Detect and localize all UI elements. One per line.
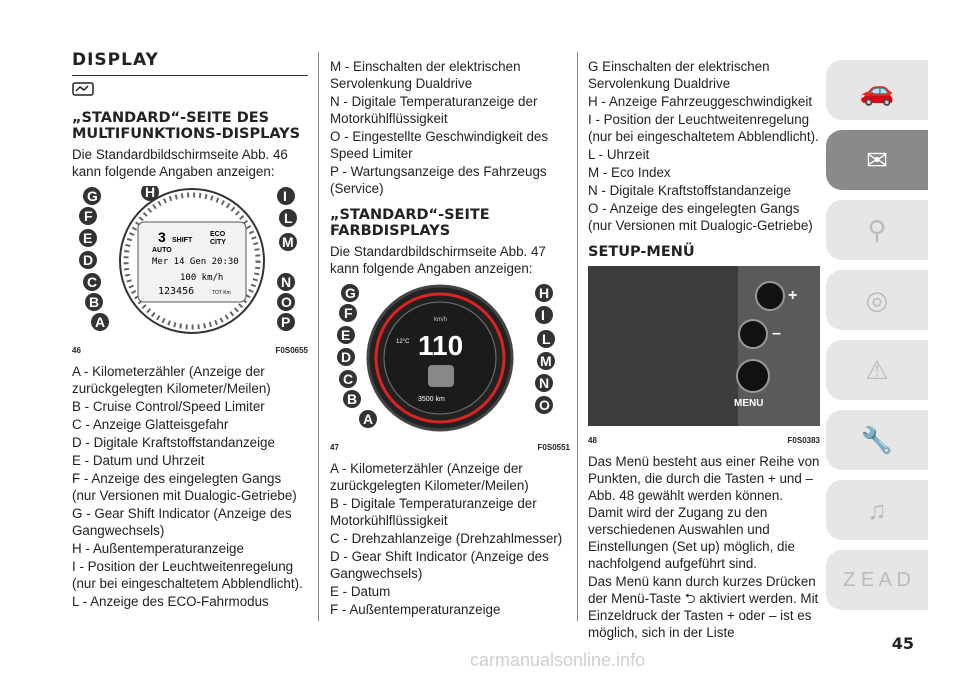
svg-text:110: 110 [418, 330, 464, 361]
figure-47 [330, 283, 570, 456]
svg-text:AUTO: AUTO [152, 247, 172, 254]
seatbelt-airbag-icon: ⚲ [867, 214, 887, 245]
svg-text:–: – [772, 325, 781, 342]
section-title: „STANDARD“-SEITE FARBDISPLAYS [330, 207, 490, 239]
svg-text:A: A [95, 314, 106, 330]
legend-item: D - Digitale Kraftstoffstandanzeige [72, 435, 275, 450]
svg-text:G: G [345, 285, 356, 301]
svg-text:L: L [542, 331, 551, 347]
svg-text:O: O [539, 397, 550, 413]
legend-item: H - Außentemperaturanzeige [72, 541, 244, 556]
tab-maintenance[interactable] [826, 410, 928, 470]
tab-driving[interactable] [826, 270, 928, 330]
tab-warning-lights[interactable] [826, 130, 928, 190]
svg-text:3500 km: 3500 km [418, 396, 445, 403]
legend-item: P - Wartungsanzeige des Fahrzeugs (Service) [330, 164, 547, 196]
svg-text:M: M [282, 234, 294, 250]
figure-number: 47 [330, 443, 339, 452]
car-info-icon: 🚗 [859, 74, 895, 106]
svg-text:B: B [89, 294, 100, 310]
legend-item: A - Kilometerzähler (Anzeige der zurückgelegten Kilometer/Meilen) [72, 364, 271, 396]
svg-text:E: E [341, 327, 351, 343]
svg-text:B: B [347, 391, 358, 407]
svg-text:TOT Km: TOT Km [212, 290, 231, 296]
steering-key-icon: ◎ [865, 284, 889, 315]
tab-multimedia[interactable] [826, 480, 928, 540]
column-2 [330, 58, 570, 619]
figure-code: F0S0383 [787, 436, 820, 445]
service-tools-icon: 🔧 [860, 424, 894, 455]
legend-item: M - Einschalten der elektrischen Servolenkung Dualdrive [330, 59, 521, 91]
legend-item: F - Außentemperaturanzeige [330, 602, 501, 617]
tab-safety[interactable] [826, 200, 928, 260]
column-divider [577, 52, 578, 621]
svg-text:CITY: CITY [210, 239, 226, 246]
svg-text:G: G [87, 188, 98, 204]
figure-code: F0S0655 [275, 346, 308, 355]
svg-text:N: N [281, 274, 292, 290]
figure-48 [588, 266, 820, 449]
svg-text:N: N [539, 375, 550, 391]
legend-item: B - Digitale Temperaturanzeige der Motorkühlflüssigkeit [330, 496, 537, 528]
svg-text:ECO: ECO [210, 231, 226, 238]
body-paragraph: Das Menü kann durch kurzes Drücken der Menü-Taste ⮌ aktiviert werden. Mit Einzeldruck der Tasten + oder – ist es möglich, sich in der Liste [588, 574, 819, 640]
svg-text:D: D [83, 252, 94, 268]
page-title: DISPLAY [72, 50, 159, 70]
svg-text:SHIFT: SHIFT [172, 237, 193, 244]
cluster-illustration [72, 186, 308, 336]
legend-item: E - Datum und Uhrzeit [72, 453, 205, 468]
legend-item: F - Anzeige des eingelegten Gangs (nur Versionen mit Dualogic-Getriebe) [72, 471, 297, 503]
menu-buttons-illustration [588, 266, 820, 426]
section-title: „STANDARD“-SEITE DES MULTIFUNKTIONS-DISPLAYS [72, 110, 301, 142]
svg-text:L: L [284, 210, 293, 226]
intro-text: Die Standardbildschirmseite Abb. 46 kann folgende Angaben anzeigen: [72, 147, 288, 179]
legend-item: O - Anzeige des eingelegten Gangs (nur Versionen mit Dualogic-Getriebe) [588, 201, 813, 233]
display-icon [72, 82, 308, 100]
tab-index[interactable] [826, 550, 928, 610]
legend-item: N - Digitale Kraftstoffstandanzeige [588, 183, 791, 198]
watermark: carmanualsonline.info [470, 650, 646, 670]
svg-text:P: P [281, 314, 291, 330]
svg-text:A: A [363, 411, 374, 427]
legend-item: G - Gear Shift Indicator (Anzeige des Gangwechsels) [72, 506, 292, 538]
legend-item: B - Cruise Control/Speed Limiter [72, 399, 265, 414]
svg-text:+: + [788, 287, 798, 304]
legend-item: A - Kilometerzähler (Anzeige der zurückgelegten Kilometer/Meilen) [330, 461, 529, 493]
figure-code: F0S0551 [537, 443, 570, 452]
column-divider [318, 52, 319, 621]
legend-item: D - Gear Shift Indicator (Anzeige des Gangwechsels) [330, 549, 549, 581]
chapter-tabs [826, 60, 928, 620]
svg-text:I: I [541, 307, 545, 323]
svg-text:O: O [281, 294, 292, 310]
svg-text:Mer 14 Gen 20:30: Mer 14 Gen 20:30 [152, 257, 239, 267]
legend-item: L - Anzeige des ECO-Fahrmodus [72, 594, 269, 609]
body-paragraph: Das Menü besteht aus einer Reihe von Punkten, die durch die Tasten + und – Abb. 48 gewählt werden können. Damit wird der Zugang zu den verschiedenen Auswahlen und Einstellungen (Set up) möglich, die nachfolgend aufgeführt sind. [588, 454, 820, 571]
legend-item: C - Anzeige Glatteisgefahr [72, 417, 229, 432]
svg-text:E: E [83, 230, 93, 246]
section-title: SETUP-MENÜ [588, 244, 695, 260]
tab-emergency[interactable] [826, 340, 928, 400]
svg-text:F: F [84, 208, 93, 224]
svg-text:MENU: MENU [734, 398, 764, 409]
svg-text:123456: 123456 [158, 286, 195, 297]
figure-number: 46 [72, 346, 81, 355]
svg-text:3: 3 [158, 229, 166, 245]
page-number: 45 [891, 634, 914, 653]
legend-item: I - Position der Leuchtweitenregelung (nur bei eingeschaltetem Abblendlicht). [72, 559, 303, 591]
svg-text:C: C [87, 274, 98, 290]
legend-item: N - Digitale Temperaturanzeige der Motorkühlflüssigkeit [330, 94, 538, 126]
legend-item: E - Datum [330, 584, 391, 599]
svg-text:D: D [341, 349, 352, 365]
index-alphabet-icon: Z E A D [843, 568, 911, 591]
breakdown-triangle-icon: ⚠ [865, 354, 889, 385]
svg-text:F: F [344, 305, 353, 321]
svg-text:100 km/h: 100 km/h [180, 273, 224, 283]
intro-text: Die Standardbildschirmseite Abb. 47 kann folgende Angaben anzeigen: [330, 244, 546, 276]
svg-text:I: I [283, 188, 287, 204]
legend-item: M - Eco Index [588, 165, 671, 180]
warning-light-mail-icon: ✉ [866, 144, 888, 175]
legend-item: O - Eingestellte Geschwindigkeit des Speed Limiter [330, 129, 549, 161]
svg-text:C: C [343, 371, 354, 387]
svg-text:H: H [145, 186, 156, 200]
svg-text:H: H [539, 285, 550, 301]
tab-car-info[interactable] [826, 60, 928, 120]
legend-item: I - Position der Leuchtweitenregelung (nur bei eingeschaltetem Abblendlicht). [588, 112, 819, 144]
figure-number: 48 [588, 436, 597, 445]
color-cluster-illustration [330, 283, 566, 433]
column-3 [588, 58, 820, 642]
svg-text:km/h: km/h [434, 317, 448, 323]
svg-text:M: M [540, 353, 552, 369]
legend-item: L - Uhrzeit [588, 147, 650, 162]
legend-item: C - Drehzahlanzeige (Drehzahlmesser) [330, 531, 563, 546]
navigation-music-icon: ♫ [867, 494, 887, 525]
column-1 [72, 52, 308, 611]
title-rule [72, 75, 308, 76]
svg-text:12°C: 12°C [396, 339, 410, 345]
figure-46 [72, 186, 308, 359]
legend-item: H - Anzeige Fahrzeuggeschwindigkeit [588, 94, 813, 109]
legend-item: G Einschalten der elektrischen Servolenkung Dualdrive [588, 59, 770, 91]
